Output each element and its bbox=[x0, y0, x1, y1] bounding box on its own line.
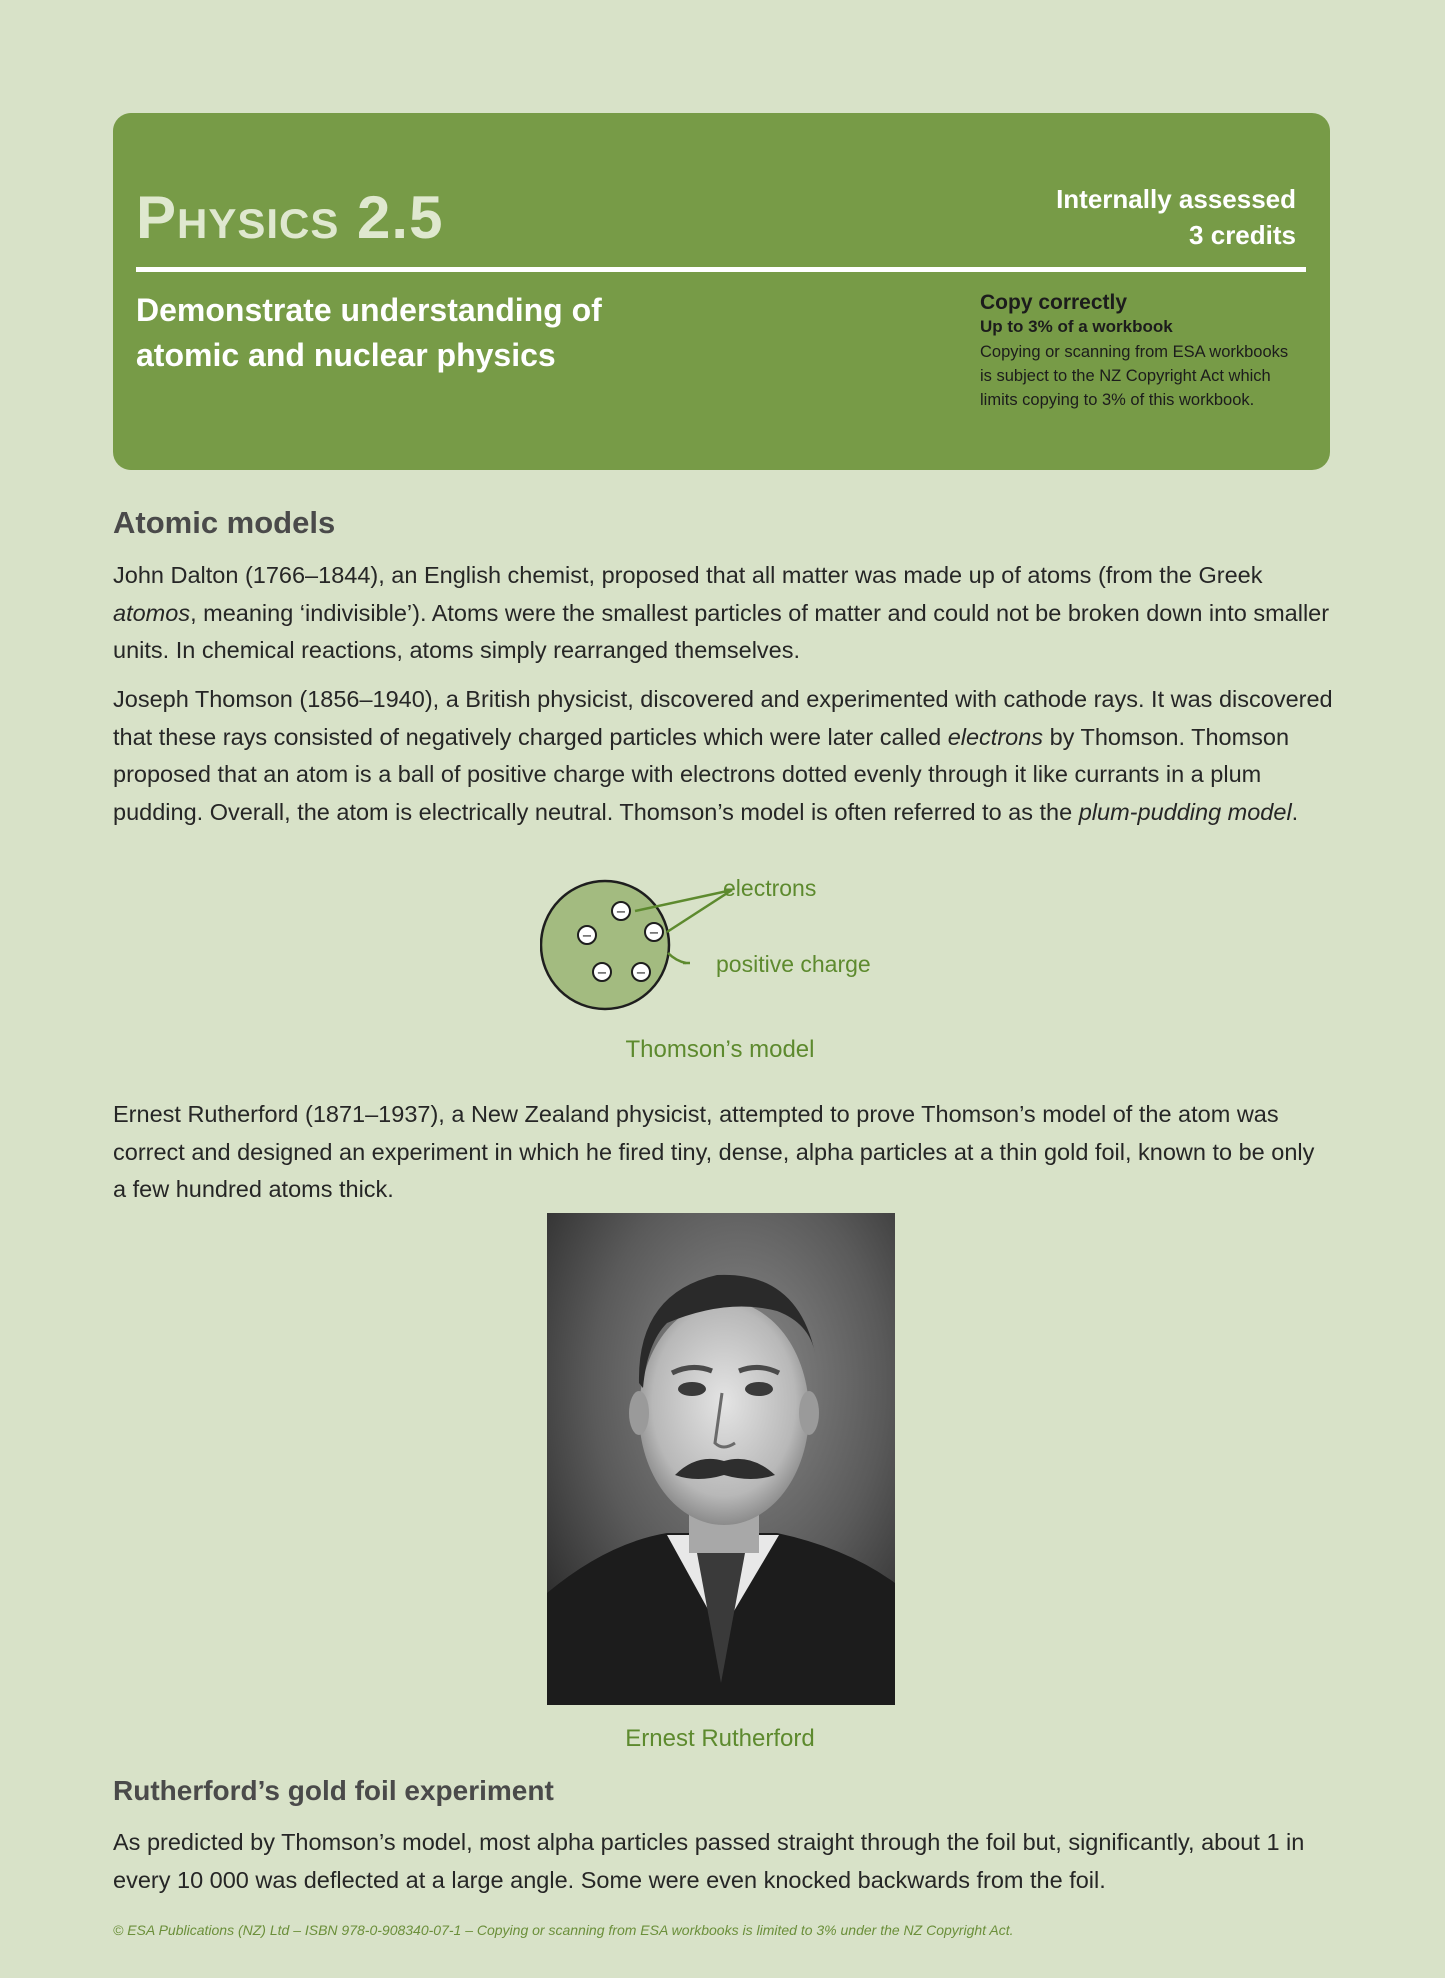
standard-title bbox=[136, 288, 696, 378]
thomson-term-plum-pudding: plum-pudding model bbox=[1078, 798, 1292, 825]
assessment-info bbox=[1056, 181, 1296, 253]
paragraph-rutherford: Ernest Rutherford (1871–1937), a New Zealand physicist, attempted to prove Thomson’s model of the atom was correct and designed an experiment in which he fired tiny, dense, alpha particles at a thin gold foil, known to be only a few hundred atoms thick. bbox=[113, 1101, 1315, 1202]
electron-symbol: − bbox=[615, 905, 627, 920]
thomson-text-a: Joseph Thomson (1856–1940), a British physicist, discovered and experimented with cathode rays. It was discovered that these rays consisted of negatively charged particles which were later called bbox=[113, 686, 1333, 750]
thomson-text-b: by Thomson. Thomson proposed that an atom is a ball of positive charge with electrons dotted evenly through it like currants in a plum pudding. Overall, the atom is electrically neutral. Thomson’s model is often referred to as the bbox=[113, 723, 1290, 825]
thomson-model-diagram bbox=[540, 865, 900, 1015]
electron bbox=[612, 902, 630, 920]
electron bbox=[578, 926, 596, 944]
header-banner bbox=[113, 113, 1330, 470]
standard-title-line1: Demonstrate understanding of bbox=[136, 292, 602, 328]
banner-divider bbox=[136, 267, 1306, 272]
positive-charge-sphere bbox=[541, 881, 669, 1009]
copyright-notice bbox=[980, 290, 1300, 412]
paragraph-dalton bbox=[113, 557, 1333, 670]
label-positive-charge: positive charge bbox=[716, 951, 871, 977]
section-heading-atomic-models: Atomic models bbox=[113, 505, 336, 540]
paragraph-gold-foil: As predicted by Thomson’s model, most alpha particles passed straight through the foil but, significantly, about 1 in every 10 000 was deflected at a large angle. Some were even knocked backwards from the foil. bbox=[113, 1829, 1305, 1893]
electron bbox=[632, 963, 650, 981]
dalton-term-atomos: atomos bbox=[113, 599, 191, 626]
caption-thomson-model: Thomson’s model bbox=[625, 1036, 815, 1063]
electron-symbol: − bbox=[596, 966, 608, 981]
electron-symbol: − bbox=[581, 929, 593, 944]
section-heading-gold-foil: Rutherford’s gold foil experiment bbox=[113, 1775, 554, 1806]
dalton-text-a: John Dalton (1766–1844), an English chemist, proposed that all matter was made up of atoms (from the Greek bbox=[113, 562, 1263, 588]
assessment-type: Internally assessed bbox=[1056, 184, 1296, 214]
positive-pointer-curve bbox=[668, 953, 686, 963]
dalton-text-b: , meaning ‘indivisible’). Atoms were the smallest particles of matter and could not be broken down into smaller units. In chemical reactions, atoms simply rearranged themselves. bbox=[113, 599, 1330, 663]
caption-rutherford-photo: Ernest Rutherford bbox=[625, 1725, 815, 1752]
rutherford-photo bbox=[547, 1213, 895, 1705]
electron-symbol: − bbox=[648, 926, 660, 941]
electron bbox=[645, 923, 663, 941]
copyright-body: Copying or scanning from ESA workbooks is subject to the NZ Copyright Act which limits copying to 3% of this workbook. bbox=[980, 343, 1289, 409]
label-electrons: electrons bbox=[723, 875, 817, 901]
portrait-illustration bbox=[547, 1213, 895, 1705]
electron bbox=[593, 963, 611, 981]
paragraph-thomson bbox=[113, 681, 1333, 831]
copyright-heading: Copy correctly bbox=[980, 291, 1128, 314]
credits: 3 credits bbox=[1189, 220, 1296, 250]
electron-symbol: − bbox=[635, 966, 647, 981]
thomson-term-electrons: electrons bbox=[947, 723, 1044, 750]
footer-copyright: © ESA Publications (NZ) Ltd – ISBN 978-0-908340-07-1 – Copying or scanning from ESA workbooks is limited to 3% under the NZ Copyright Act. bbox=[113, 1922, 1014, 1938]
atom-illustration bbox=[540, 865, 900, 1015]
page-title: Physics 2.5 bbox=[136, 184, 444, 251]
copyright-subheading: Up to 3% of a workbook bbox=[980, 317, 1173, 336]
thomson-text-c: . bbox=[1291, 798, 1299, 825]
standard-title-line2: atomic and nuclear physics bbox=[136, 337, 556, 373]
